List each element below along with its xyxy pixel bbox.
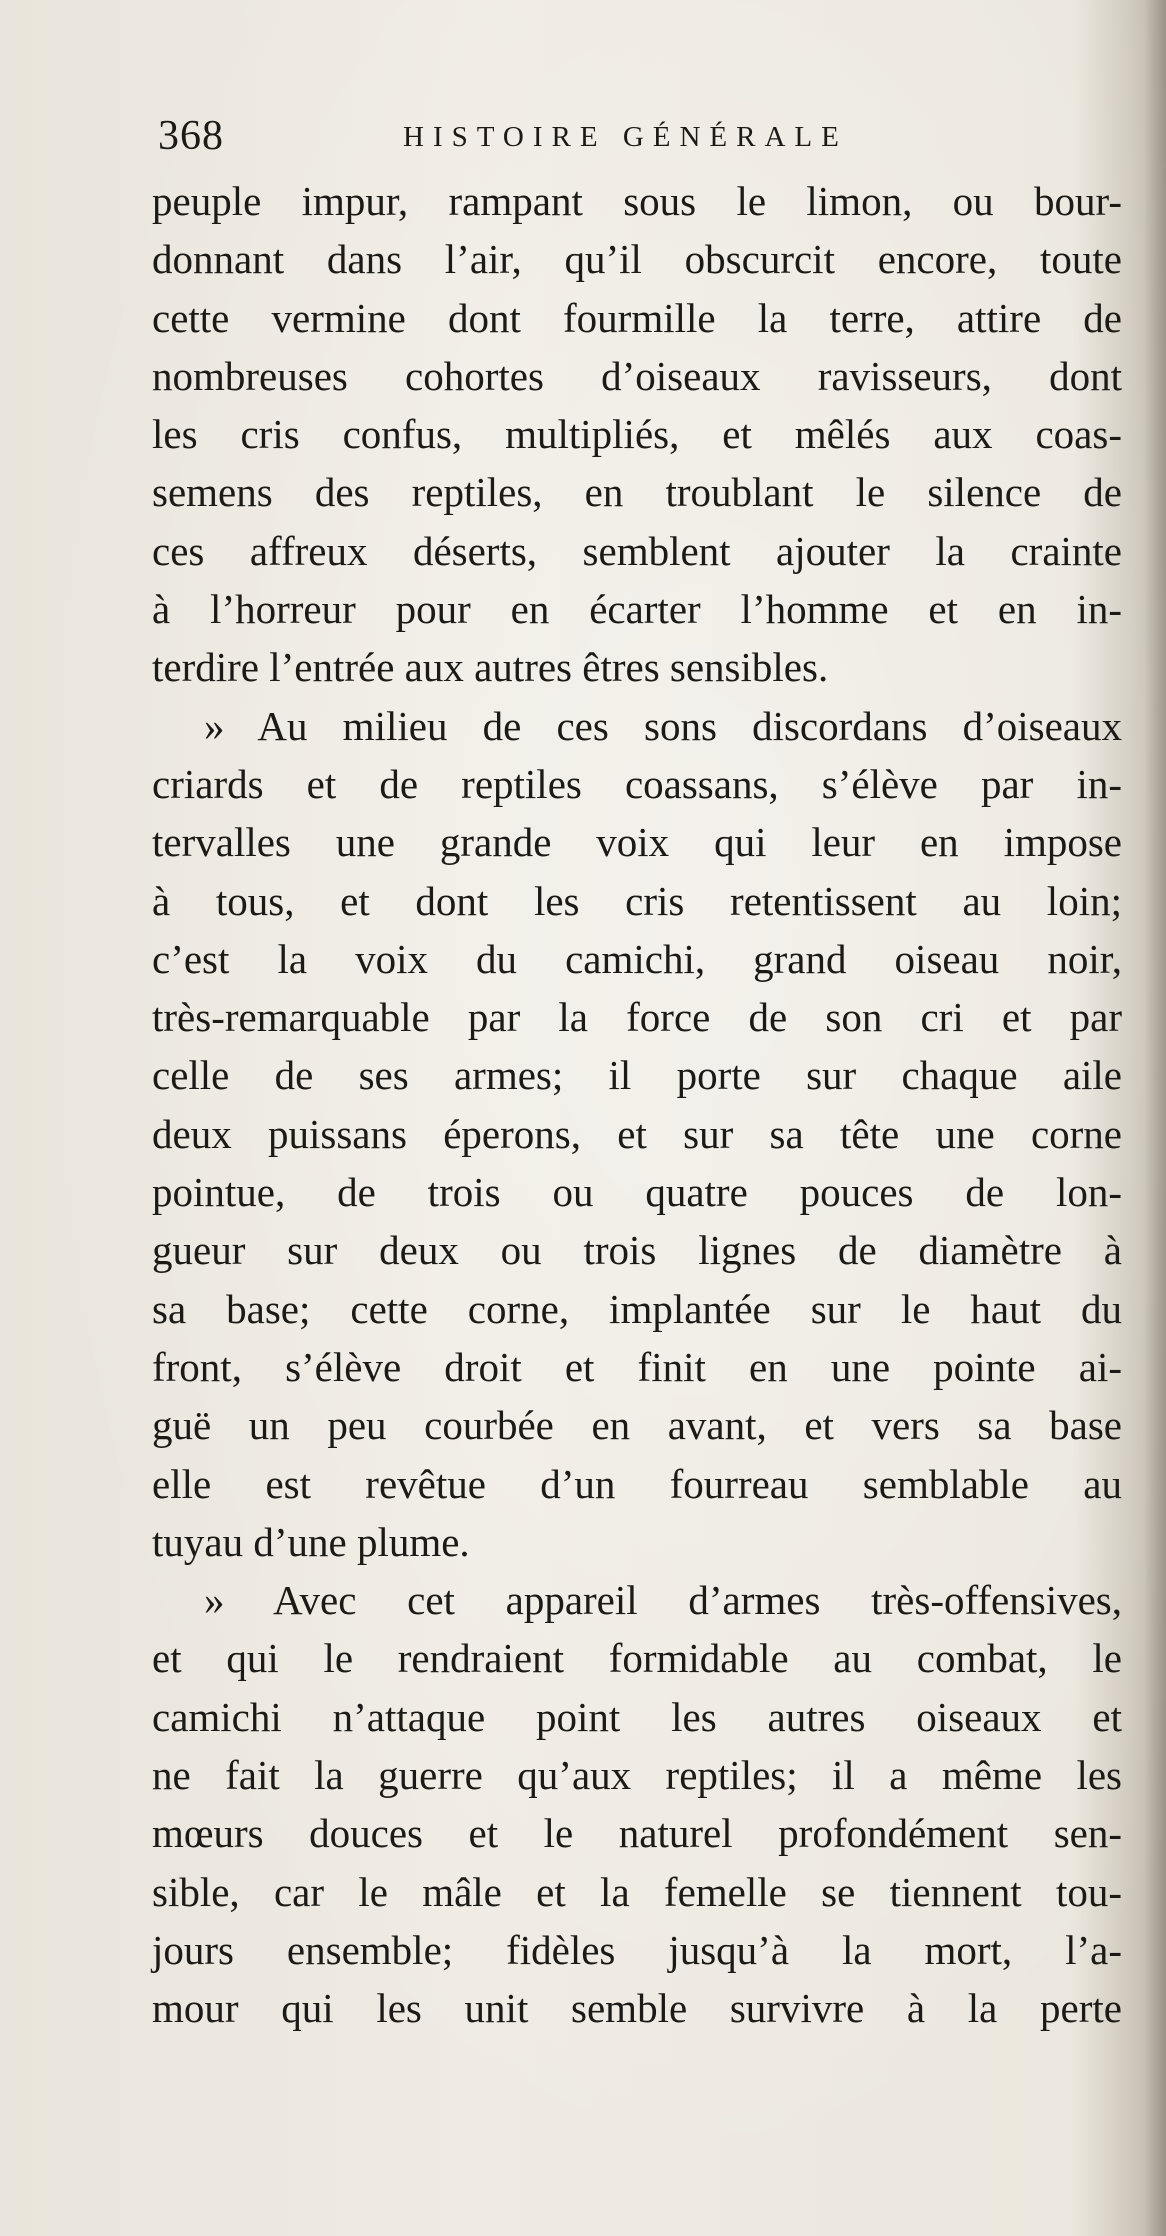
text-line: mour qui les unit semble survivre à la perte [152, 1985, 1122, 2032]
text-line: elle est revêtue d’un fourreau semblable au [152, 1460, 1122, 1507]
text-line: à l’horreur pour en écarter l’homme et en in- [152, 586, 1122, 633]
text-line: à tous, et dont les cris retentissent au loin; [152, 877, 1122, 924]
text-line: les cris confus, multipliés, et mêlés aux coas- [152, 411, 1122, 458]
text-line: celle de ses armes; il porte sur chaque aile [152, 1052, 1122, 1099]
text-line: terdire l’entrée aux autres êtres sensibles. [152, 644, 829, 691]
text-line: camichi n’attaque point les autres oiseaux et [152, 1693, 1122, 1740]
page-gutter-shadow [1144, 0, 1166, 2236]
text-line: nombreuses cohortes d’oiseaux ravisseurs, dont [152, 352, 1122, 399]
text-line: et qui le rendraient formidable au combat, le [152, 1635, 1122, 1682]
text-line: guë un peu courbée en avant, et vers sa base [152, 1402, 1122, 1449]
text-line: gueur sur deux ou trois lignes de diamètre à [152, 1227, 1122, 1274]
text-line: très-remarquable par la force de son cri et par [152, 994, 1122, 1041]
text-line: criards et de reptiles coassans, s’élève par in- [152, 760, 1122, 807]
text-line: tuyau d’une plume. [152, 1518, 470, 1565]
paragraph-start-line: » Au milieu de ces sons discordans d’oiseaux [204, 702, 1122, 749]
text-line: deux puissans éperons, et sur sa tête une corne [152, 1110, 1122, 1157]
text-line: c’est la voix du camichi, grand oiseau noir, [152, 935, 1122, 982]
text-line: front, s’élève droit et finit en une pointe ai- [152, 1343, 1122, 1390]
running-title: HISTOIRE GÉNÉRALE [403, 121, 848, 153]
text-line: peuple impur, rampant sous le limon, ou bour- [152, 178, 1122, 224]
text-line: ces affreux déserts, semblent ajouter la crainte [152, 527, 1122, 574]
text-line: pointue, de trois ou quatre pouces de lon- [152, 1169, 1122, 1216]
text-line: donnant dans l’air, qu’il obscurcit encore, toute [152, 236, 1122, 283]
text-line: sible, car le mâle et la femelle se tiennent tou- [152, 1868, 1122, 1915]
paragraph-start-line: » Avec cet appareil d’armes très-offensives, [204, 1577, 1122, 1624]
text-line: ne fait la guerre qu’aux reptiles; il a même les [152, 1752, 1122, 1799]
text-line: semens des reptiles, en troublant le silence de [152, 469, 1122, 516]
body-text [152, 172, 1122, 2038]
text-line: sa base; cette corne, implantée sur le haut du [152, 1285, 1122, 1332]
text-line: cette vermine dont fourmille la terre, attire de [152, 294, 1122, 341]
text-line: tervalles une grande voix qui leur en impose [152, 819, 1122, 866]
page-number: 368 [158, 113, 224, 159]
text-line: jours ensemble; fidèles jusqu’à la mort, l’a- [152, 1926, 1122, 1973]
page-header [158, 108, 938, 164]
text-line: mœurs douces et le naturel profondément sen- [152, 1810, 1122, 1857]
